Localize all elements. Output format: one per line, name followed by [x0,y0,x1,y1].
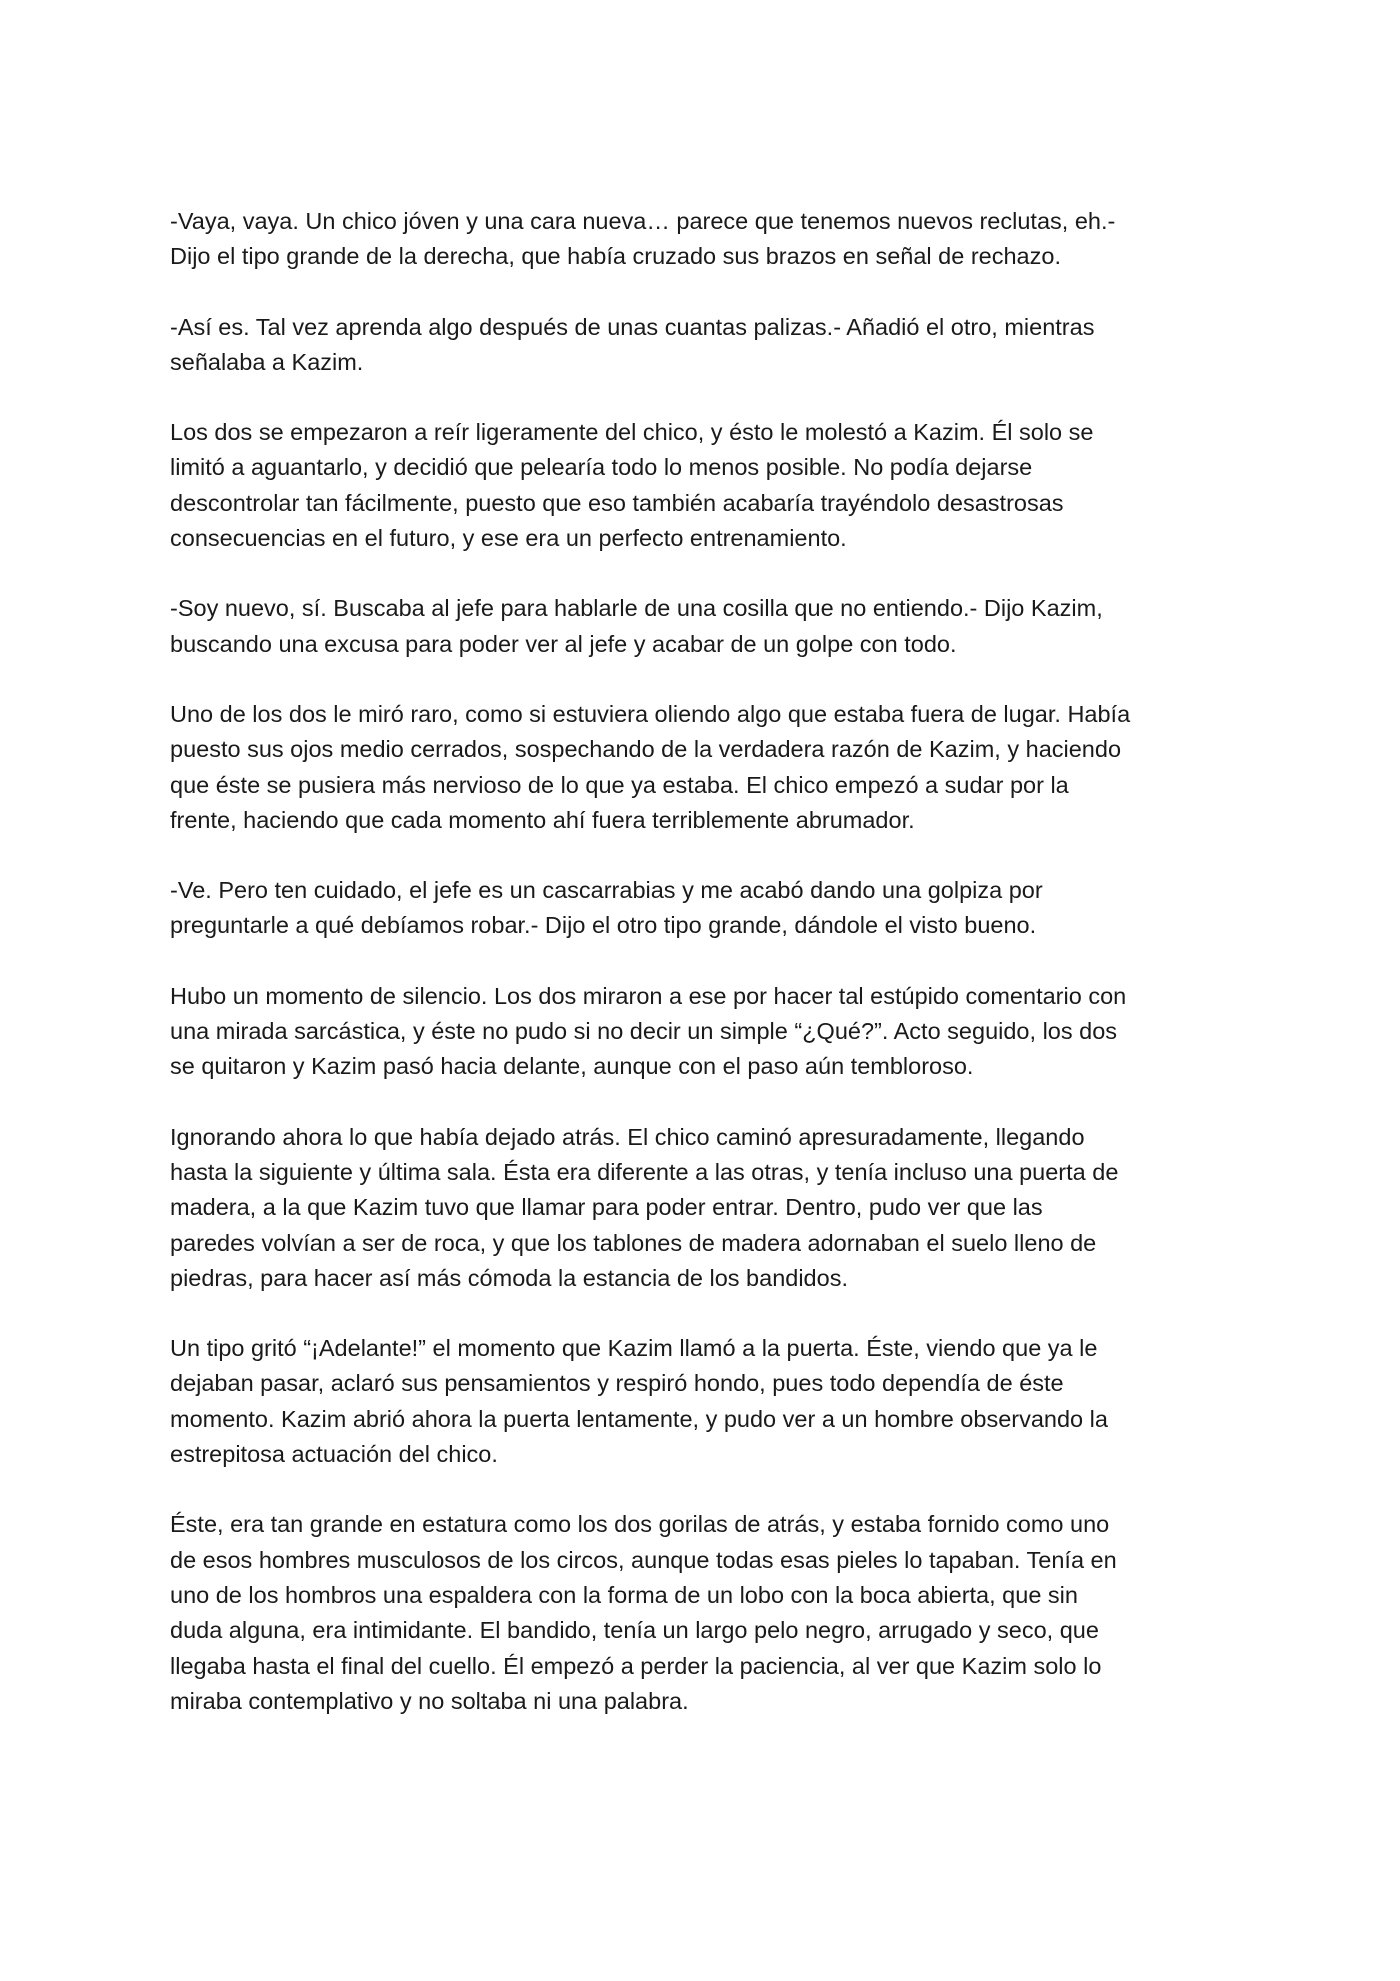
text-line: Uno de los dos le miró raro, como si estuviera oliendo algo que estaba fuera de lugar. Había [170,700,1131,727]
text-line: duda alguna, era intimidante. El bandido, tenía un largo pelo negro, arrugado y seco, que [170,1617,1099,1644]
paragraph [170,873,1240,944]
text-line: se quitaron y Kazim pasó hacia delante, aunque con el paso aún tembloroso. [170,1053,974,1080]
text-line: llegaba hasta el final del cuello. Él empezó a perder la paciencia, al ver que Kazim solo lo [170,1652,1102,1679]
text-line: buscando una excusa para poder ver al jefe y acabar de un golpe con todo. [170,630,957,657]
text-line: paredes volvían a ser de roca, y que los tablones de madera adornaban el suelo lleno de [170,1229,1097,1256]
text-line: Los dos se empezaron a reír ligeramente del chico, y ésto le molestó a Kazim. Él solo se [170,419,1094,446]
text-line: consecuencias en el futuro, y ese era un perfecto entrenamiento. [170,525,847,552]
text-line: que éste se pusiera más nervioso de lo que ya estaba. El chico empezó a sudar por la [170,771,1069,798]
paragraph [170,415,1240,556]
text-line: estrepitosa actuación del chico. [170,1441,498,1468]
paragraph [170,1120,1240,1296]
paragraph [170,310,1240,381]
text-line: miraba contemplativo y no soltaba ni una palabra. [170,1687,689,1714]
text-line: Hubo un momento de silencio. Los dos miraron a ese por hacer tal estúpido comentario con [170,982,1127,1009]
text-line: hasta la siguiente y última sala. Ésta era diferente a las otras, y tenía incluso una puerta de [170,1158,1119,1185]
text-line: puesto sus ojos medio cerrados, sospechando de la verdadera razón de Kazim, y haciendo [170,736,1122,763]
paragraph [170,979,1240,1085]
text-line: Dijo el tipo grande de la derecha, que había cruzado sus brazos en señal de rechazo. [170,243,1061,270]
text-line: -Así es. Tal vez aprenda algo después de unas cuantas palizas.- Añadió el otro, mientras [170,313,1095,340]
text-line: Éste, era tan grande en estatura como los dos gorilas de atrás, y estaba fornido como uno [170,1511,1110,1538]
document-body [170,204,1240,1754]
text-line: preguntarle a qué debíamos robar.- Dijo el otro tipo grande, dándole el visto bueno. [170,912,1037,939]
text-line: dejaban pasar, aclaró sus pensamientos y respiró hondo, pues todo dependía de éste [170,1370,1064,1397]
text-line: descontrolar tan fácilmente, puesto que eso también acabaría trayéndolo desastrosas [170,489,1064,516]
paragraph [170,1331,1240,1472]
text-line: Un tipo gritó “¡Adelante!” el momento que Kazim llamó a la puerta. Éste, viendo que ya le [170,1335,1098,1362]
paragraph [170,1507,1240,1719]
text-line: momento. Kazim abrió ahora la puerta lentamente, y pudo ver a un hombre observando la [170,1405,1108,1432]
text-line: piedras, para hacer así más cómoda la estancia de los bandidos. [170,1264,848,1291]
text-line: -Vaya, vaya. Un chico jóven y una cara nueva… parece que tenemos nuevos reclutas, eh.- [170,208,1116,234]
text-line: uno de los hombros una espaldera con la forma de un lobo con la boca abierta, que sin [170,1581,1078,1608]
text-line: frente, haciendo que cada momento ahí fuera terriblemente abrumador. [170,806,915,833]
text-line: limitó a aguantarlo, y decidió que pelearía todo lo menos posible. No podía dejarse [170,454,1033,481]
text-line: señalaba a Kazim. [170,348,364,375]
paragraph [170,204,1240,275]
text-line: -Soy nuevo, sí. Buscaba al jefe para hablarle de una cosilla que no entiendo.- Dijo Kazim, [170,595,1103,622]
text-line: Ignorando ahora lo que había dejado atrás. El chico caminó apresuradamente, llegando [170,1123,1085,1150]
text-line: una mirada sarcástica, y éste no pudo si no decir un simple “¿Qué?”. Acto seguido, los dos [170,1018,1118,1045]
text-line: madera, a la que Kazim tuvo que llamar para poder entrar. Dentro, pudo ver que las [170,1194,1043,1221]
paragraph [170,697,1240,838]
text-line: -Ve. Pero ten cuidado, el jefe es un cascarrabias y me acabó dando una golpiza por [170,877,1043,904]
paragraph [170,591,1240,662]
text-line: de esos hombres musculosos de los circos, aunque todas esas pieles lo tapaban. Tenía en [170,1546,1117,1573]
